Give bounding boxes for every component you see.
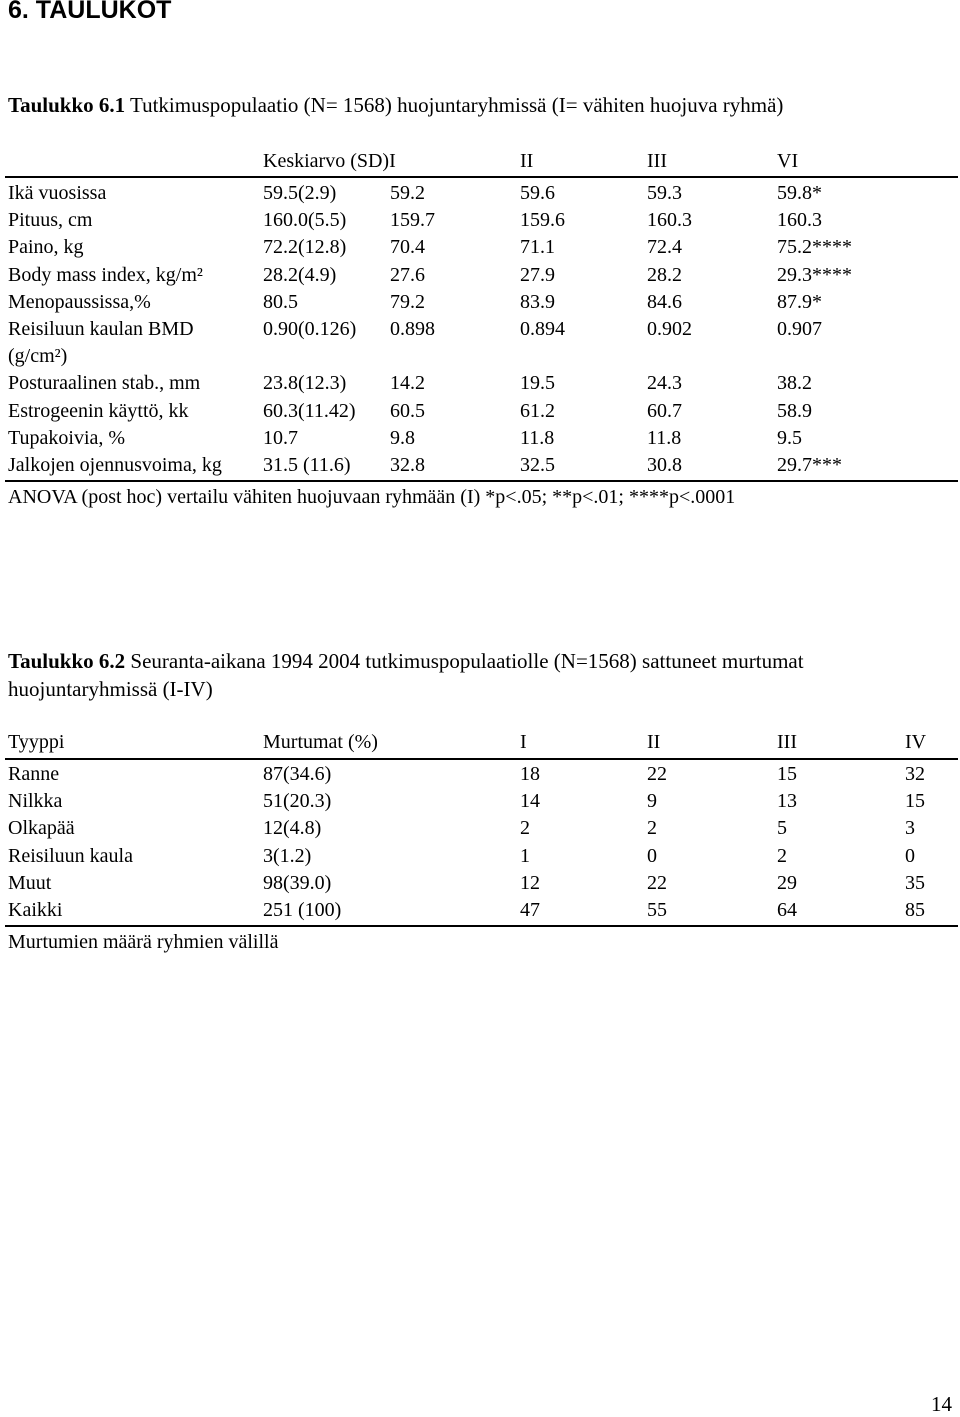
page-number: 14 <box>931 1392 952 1416</box>
table1-cell: 59.3 <box>647 182 682 204</box>
table1-row-label: Reisiluun kaulan BMD <box>8 318 194 340</box>
table2-cell: 14 <box>520 790 540 813</box>
table1-cell: 11.8 <box>520 426 555 449</box>
table1-cell: 60.7 <box>647 399 682 422</box>
table2-header-cell: Tyyppi <box>8 731 65 753</box>
table1-cell: 58.9 <box>777 399 812 422</box>
table1-cell: 28.2 <box>647 263 682 286</box>
table1-row-label: Pituus, cm <box>8 209 93 232</box>
table2-row-label: Reisiluun kaula <box>8 844 133 867</box>
table2-cell: 1 <box>520 844 530 867</box>
table1-cell: 59.6 <box>520 182 555 204</box>
table2-cell: 35 <box>905 871 925 894</box>
table1-row-label: Estrogeenin käyttö, kk <box>8 399 189 422</box>
table2-cell: 0 <box>647 844 657 867</box>
table1-caption-text: Tutkimuspopulaatio (N= 1568) huojuntaryhmissä (I= vähiten huojuva ryhmä) <box>125 93 784 117</box>
table1-cell: 72.2(12.8) <box>263 236 347 259</box>
table2-caption-text: Seuranta-aikana 1994 2004 tutkimuspopulaatiolle (N=1568) sattuneet murtumat <box>125 649 804 673</box>
table1-cell: 159.7 <box>390 209 435 232</box>
table2-caption-label: Taulukko 6.2 <box>8 649 126 673</box>
table1-cell: 24.3 <box>647 372 682 395</box>
table2-cell: 55 <box>647 899 667 921</box>
table2-row-label: Kaikki <box>8 899 63 921</box>
table2-header-cell: IV <box>905 731 927 753</box>
table1-cell: 59.5(2.9) <box>263 182 337 204</box>
table2-cell: 13 <box>777 790 797 813</box>
table1-cell: 59.2 <box>390 182 425 204</box>
table1-caption <box>8 91 783 119</box>
table2-header-cell: I <box>520 731 527 753</box>
table2-cell: 2 <box>647 817 657 840</box>
table2-row-label: Muut <box>8 871 52 894</box>
table1-cell: 30.8 <box>647 454 682 476</box>
table2-cell: 22 <box>647 763 667 785</box>
table1-header-iii: III <box>647 150 667 172</box>
table2-cell: 29 <box>777 871 797 894</box>
table2-row-label: Olkapää <box>8 817 75 840</box>
table1-bottom-rule <box>5 480 958 482</box>
table1-cell: 79.2 <box>390 290 425 313</box>
table1-cell: 32.8 <box>390 454 425 476</box>
table1-cell: 0.898 <box>390 318 435 340</box>
table1-cell: 14.2 <box>390 372 425 395</box>
table1-header-vi: VI <box>777 150 799 172</box>
table2-cell: 47 <box>520 899 540 921</box>
table2-cell: 3 <box>905 817 915 840</box>
table2-header-rule <box>5 758 958 760</box>
table2-cell: 87(34.6) <box>263 763 332 785</box>
table1-cell: 75.2**** <box>777 236 852 259</box>
table2-row-label: Ranne <box>8 763 60 785</box>
table2-cell: 18 <box>520 763 540 785</box>
table1-cell: 60.5 <box>390 399 425 422</box>
table1-row-label: Body mass index, kg/m² <box>8 263 203 286</box>
table1-row-label: (g/cm²) <box>8 345 68 368</box>
table1-header-ii: II <box>520 150 534 172</box>
table1-header-rule <box>5 176 958 178</box>
table1-cell: 61.2 <box>520 399 555 422</box>
table2-header-cell: III <box>777 731 797 753</box>
table2-bottom-rule <box>5 925 958 927</box>
table2-cell: 51(20.3) <box>263 790 332 813</box>
table2-cell: 98(39.0) <box>263 871 332 894</box>
table2-row-label: Nilkka <box>8 790 63 813</box>
table1-footnote: ANOVA (post hoc) vertailu vähiten huojuvaan ryhmään (I) *p<.05; **p<.01; ****p<.0001 <box>8 486 736 508</box>
table1-cell: 160.3 <box>647 209 692 232</box>
table1-cell: 0.90(0.126) <box>263 318 357 340</box>
table2-cell: 3(1.2) <box>263 844 312 867</box>
table1-cell: 38.2 <box>777 372 812 395</box>
table1-cell: 23.8(12.3) <box>263 372 347 395</box>
table2-cell: 2 <box>520 817 530 840</box>
table1-cell: 9.8 <box>390 426 415 449</box>
table1-header-mean: Keskiarvo (SD)I <box>263 150 396 172</box>
table1-cell: 29.7*** <box>777 454 842 476</box>
table1-cell: 11.8 <box>647 426 682 449</box>
table1-cell: 27.9 <box>520 263 555 286</box>
table1-cell: 29.3**** <box>777 263 852 286</box>
table2-footnote: Murtumien määrä ryhmien välillä <box>8 931 279 953</box>
table2-cell: 15 <box>777 763 797 785</box>
table1-cell: 71.1 <box>520 236 555 259</box>
table2-cell: 9 <box>647 790 657 813</box>
table2-cell: 5 <box>777 817 787 840</box>
table2-header-cell: Murtumat (%) <box>263 731 378 753</box>
table2-cell: 0 <box>905 844 915 867</box>
table1-cell: 83.9 <box>520 290 555 313</box>
table1-cell: 0.902 <box>647 318 692 340</box>
table1-cell: 0.907 <box>777 318 822 340</box>
page-heading: 6. TAULUKOT <box>8 0 172 24</box>
table1-cell: 80.5 <box>263 290 298 313</box>
table1-cell: 84.6 <box>647 290 682 313</box>
table1-cell: 70.4 <box>390 236 425 259</box>
table1-cell: 72.4 <box>647 236 682 259</box>
table1-cell: 28.2(4.9) <box>263 263 337 286</box>
table2-cell: 15 <box>905 790 925 813</box>
table1-cell: 9.5 <box>777 426 802 449</box>
table2-caption-line2: huojuntaryhmissä (I-IV) <box>8 677 213 701</box>
table1-cell: 87.9* <box>777 290 822 313</box>
table1-cell: 60.3(11.42) <box>263 399 356 422</box>
table1-cell: 31.5 (11.6) <box>263 454 351 476</box>
table1-row-label: Menopaussissa,% <box>8 290 151 313</box>
table1-cell: 59.8* <box>777 182 822 204</box>
table1-cell: 19.5 <box>520 372 555 395</box>
table1-cell: 27.6 <box>390 263 425 286</box>
table2-caption <box>8 647 804 675</box>
table1-cell: 160.0(5.5) <box>263 209 347 232</box>
table2-cell: 22 <box>647 871 667 894</box>
table2-cell: 251 (100) <box>263 899 342 921</box>
table2-cell: 64 <box>777 899 797 921</box>
table1-cell: 32.5 <box>520 454 555 476</box>
table1-row-label: Paino, kg <box>8 236 84 259</box>
table1-caption-label: Taulukko 6.1 <box>8 93 126 117</box>
table1-row-label: Ikä vuosissa <box>8 182 107 204</box>
table2-cell: 12(4.8) <box>263 817 322 840</box>
table2-cell: 85 <box>905 899 925 921</box>
table1-cell: 0.894 <box>520 318 565 340</box>
table1-cell: 10.7 <box>263 426 298 449</box>
table1-cell: 160.3 <box>777 209 822 232</box>
table1-row-label: Tupakoivia, % <box>8 426 126 449</box>
table1-cell: 159.6 <box>520 209 565 232</box>
table2-cell: 32 <box>905 763 925 785</box>
table1-row-label: Jalkojen ojennusvoima, kg <box>8 454 222 476</box>
table2-header-cell: II <box>647 731 661 753</box>
table2-cell: 2 <box>777 844 787 867</box>
table2-cell: 12 <box>520 871 540 894</box>
table1-row-label: Posturaalinen stab., mm <box>8 372 201 395</box>
